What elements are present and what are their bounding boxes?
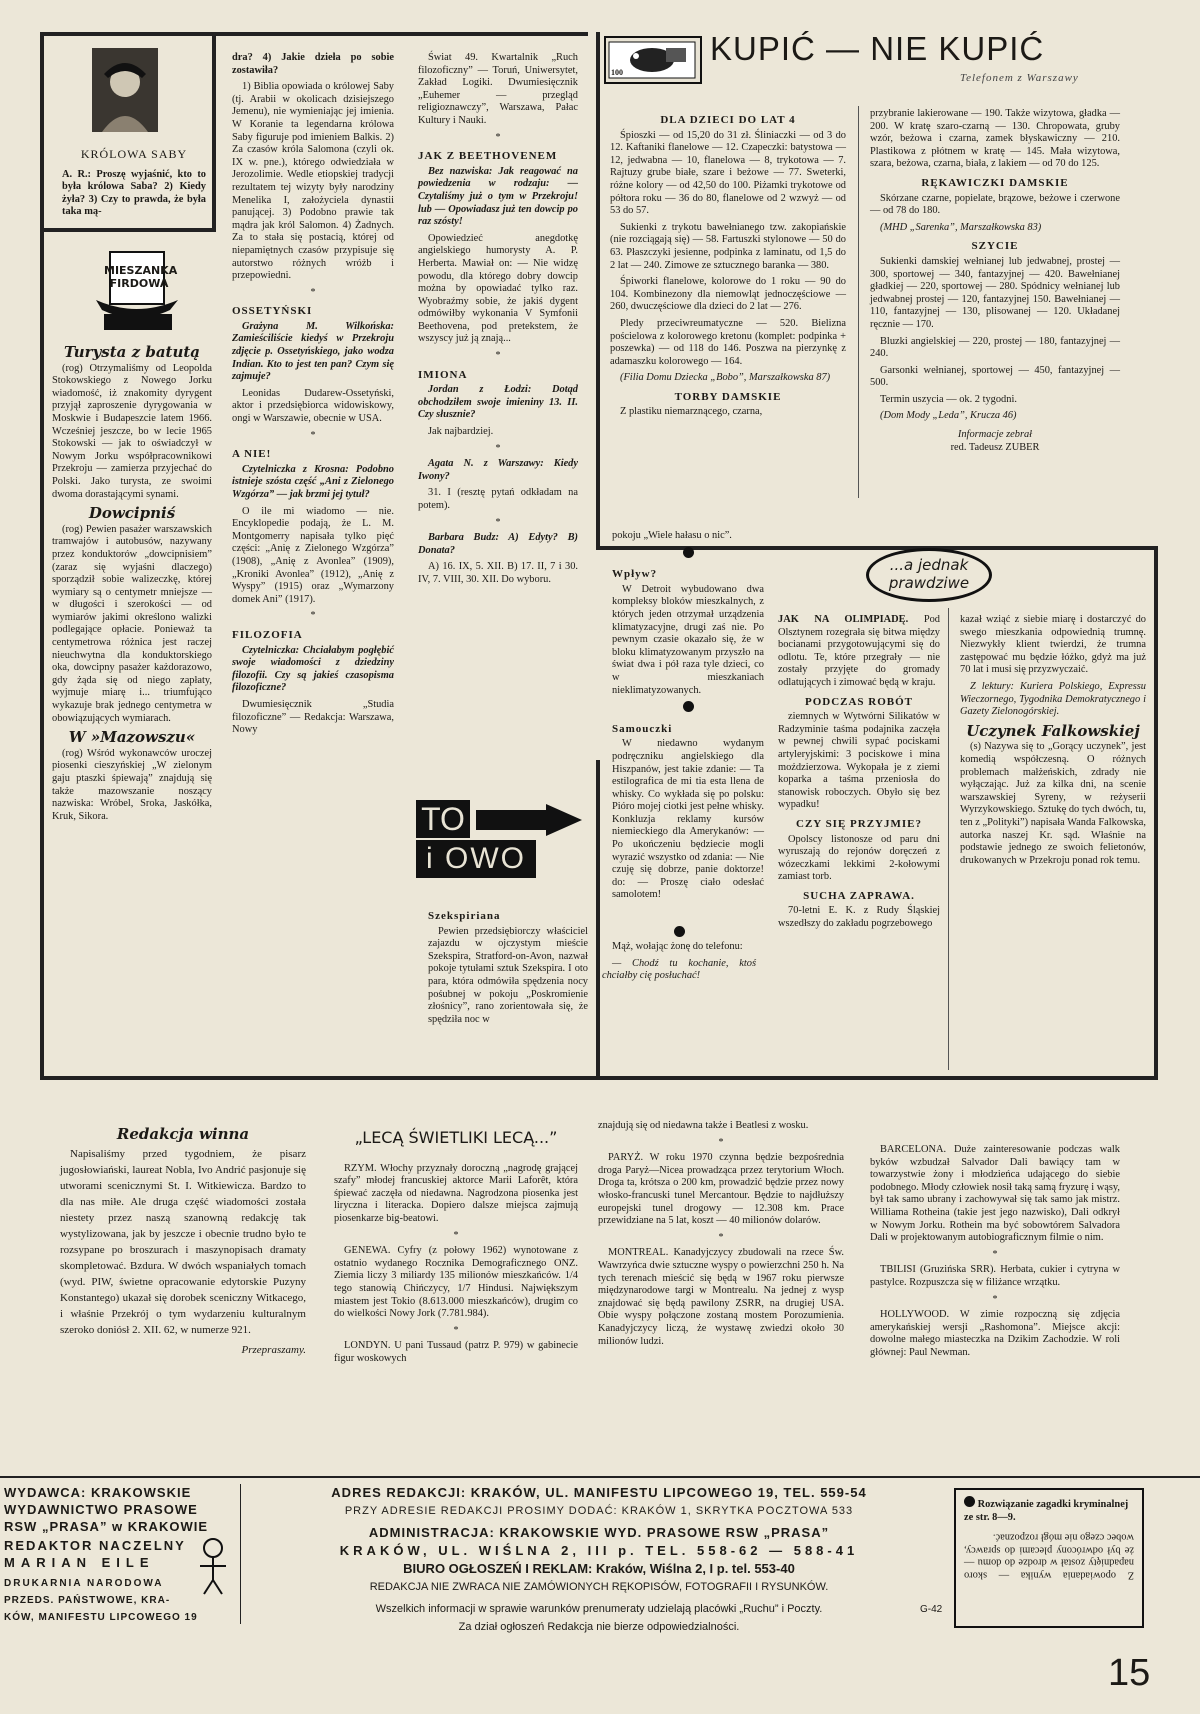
to-label: TO [416,800,470,838]
col8 [960,614,1146,871]
redakcja-winna [60,1120,306,1358]
solution-answer: Z opowiadania wynika — skoro napadnięty został w drodze do domu — że był odwrócony plecami do sprawcy, wobec czego nie mógł rozpoznać. [964,1531,1134,1581]
divider [240,1484,241,1624]
col2-cont: dra? 4) Jakie dzieła po sobie zostawiła? [232,52,394,76]
text-dzieci-1: Śpioszki — od 15,20 do 31 zł. Śliniaczki — od 3 do 12. Kaftaniki flanelowe — 12. Czapeczki: batystowa — 12, jedwabna — 10, flanelowa — 8, trykotowa — 7. Rajtuzy grube białe, szare i beżowe — 77. Sweterki, różne kolory — od 42,50 do 100. Piżamki trykotowe od półtora roku — 36 do 80, flanelowe od 2 wzwyż — od 53 do 57. [610,129,846,217]
star: * [453,1229,459,1241]
header-subtitle: Telefonem z Warszawy [960,72,1079,84]
credit-line-1: Informacje zebrał [957,429,1033,441]
star: * [495,442,501,454]
solution-text: Rozwiązanie zagadki kryminalnej ze str. 8—9. [964,1499,1129,1523]
text-genewa: GENEWA. Cyfry (z połowy 1962) wynotowane z ostatnio wydanego Rocznika Demograficznego ONZ. Ziemia liczy 3 miliardy 135 milionów mieszkańców. 1/4 tego stanowią Chińczycy, 1/7 Hindusi. Największym miastem jest Tokio (8.613.000 mieszkańców), drugim co do wielkości Nowy Jork (7.781.984). [334,1245,578,1320]
col1-top [62,142,206,223]
star: * [718,1136,724,1148]
heading-szekspiriana: Szekspiriana [428,910,501,922]
frame-col1-under [44,228,216,232]
source-leda: (Dom Mody „Leda”, Krucza 46) [880,410,1017,422]
q-barbara: Barbara Budz: A) Edyty? B) Donata? [418,532,578,556]
a-beethoven: Opowiedzieć anegdotkę angielskiego humorysty A. P. Herberta. Mawiał on: — Nie widzę powodu, dla którego dobry dowcip można by opowiadać tylko raz. Wyobraźmy sobie, że jakiś dygent odmówiłby wykonania V Symfonii Beethovena, pod pretekstem, że wszyscy już ją znają... [418,232,578,345]
heading-olimpiada: JAK NA OLIMPIADĘ. [778,614,909,625]
frame-right [1154,550,1158,1080]
queen-saba-photo [92,48,158,132]
star: * [992,1248,998,1260]
publisher-line: RSW „PRASA” w KRAKOWIE [4,1519,208,1534]
text-londyn: LONDYN. U pani Tussaud (patrz P. 979) w gabinecie figur woskowych [334,1340,578,1364]
text-szycie-3: Garsonki wełnianej, sportowej — 450, fantazyjnej — 500. [870,364,1120,389]
text-hollywood: HOLLYWOOD. W zimie rozpoczną się zdjęcia amerykańskiej wersji „Rashomona”. Miejsce akcji: dowolne małego miasteczka na Dzikim Zachodzie. W roli głównej: Paul Newman. [870,1309,1120,1358]
a-barbara: A) 16. IX, 5. XII. B) 17. II, 7 i 30. IV, 7. VIII, 30. XII. Do wyboru. [418,561,578,585]
q-beethoven: Bez nazwiska: Jak reagować na powiedzenia w rodzaju: — Czytaliśmy już o tym w Przekroju! lub — Opowiadasz już ten dowcip po raz szósty! [418,165,578,228]
source-sarenka: (MHD „Sarenka”, Marszałkowska 83) [880,221,1042,233]
frame-top [40,32,588,36]
mascot-icon [196,1536,230,1596]
address-line: ADRES REDAKCJI: KRAKÓW, UL. MANIFESTU LIPCOWEGO 19, TEL. 559-54 [331,1485,867,1500]
ads-line: BIURO OGŁOSZEŃ I REKLAM: Kraków, Wiślna 2, I p. tel. 553-40 [403,1561,795,1576]
heading-beethoven: JAK Z BEETHOVENEM [418,150,558,163]
text-wplyw: W Detroit wybudowano dwa kompleksy bloków mieszkalnych, z których jeden otrzymał urządzenia klimatyzacyjne, drugi zaś nie. Po pewnym czasie okazało się, że w bloku klimatyzowanym przyszło na świat dwa i pół raza tyle dzieci, co w mieszkaniach nieklimatyzowanych. [612,583,764,696]
star: * [310,286,316,298]
text-maz: Mąż, wołając żonę do telefonu: [612,941,743,953]
printer-line: KÓW, MANIFESTU LIPCOWEGO 19 [4,1612,198,1623]
badge-line2: prawdziwe [888,574,970,592]
source-bobo: (Filia Domu Dziecka „Bobo”, Marszałkowska 87) [620,372,831,384]
solution-box [954,1488,1144,1628]
heading-leca: „LECĄ ŚWIETLIKI LECĄ...” [354,1128,558,1147]
text-torby-cont: przybranie lakierowane — 190. Także wizytowa, gładka — 200. W kratę szaro-czarną — 130. Chropowata, gruby wzór, beżowa i czarna, zamek błyskawiczny — 210. Plastikowa z płótnem w kratę — 145. Mała wizytowa, szara, beżowa, czarna, biała, z lakiem — od 70 do 125. [870,108,1120,170]
notice-line: Wszelkich informacji w sprawie warunków prenumeraty udzielają placówki „Ruchu” i Poczty. [375,1603,823,1615]
sign-przepraszamy: Przepraszamy. [241,1344,306,1356]
heading-anie: A NIE! [232,448,272,461]
star: * [495,131,501,143]
bottom-col2 [334,1120,578,1370]
toiowo-logo [416,800,596,880]
publisher-line: WYDAWCA: KRAKOWSKIE [4,1485,192,1500]
footer-rule [0,1476,1200,1478]
heading-samouczki: Samouczki [612,722,673,735]
text-turysta: (rog) Otrzymaliśmy od Leopolda Stokowskiego z Nowego Jorku wiadomość, iż znakomity dyrygent przyjął zaproszenie dyrygowania w Moskwie i Budapeszcie latem 1966. Wcześniej jeszcze, bo w lecie 1965 Stokowski — jak to oświadczył w Nowym Jorku współpracownikowi Przekroju — zamierza przyjechać do Polski. Jako turysta, ze swoimi dwoma dorastającymi synami. [52,362,212,500]
frame-left [40,32,44,1080]
col2-answer: 1) Biblia opowiada o królowej Saby (tj. Arabii w okolicach dzisiejszego Jemenu), nie wymieniając jej imienia. W Koranie ta legendarna królowa Saby figuruje pod imieniem Balkis. 2) Za czasów króla Salomona (czyli ok. IX w. pne.), którego odwiedziała w Jerozolimie. Wedle etiopskiej tradycji rezultatem tej wizyty były narodziny Menelika I, założyciela dynastii panującej. 3) Podobno prawie tak mądra jak król Salomon. 4) Żadnych. Za to stała się postacią, której od niepamiętnych czasów przypisuje się autorstwo różnych wróżb i przepowiedni. [232,81,394,282]
col6 [612,530,764,906]
a-agata: 31. I (resztę pytań odkładam na potem). [418,487,578,511]
text-montreal: MONTREAL. Kanadyjczycy zbudowali na rzece Św. Wawrzyńca dwie sztuczne wyspy o powierzchni 250 h. Na tych terenach mieścić się będą w 1967 roku pierwsze międzynarodowe targi w Montrealu. Na jednej z wysp znajdować się będą pawilony ZSRR, na drugiej USA. Obie wyspy połączone zostaną mostem Porozumienia. Kanadyjczycy liczą, że wystawę zwiedzi około 30 milionów ludzi. [598,1247,844,1347]
star: * [495,350,501,362]
text-dzieci-3: Śpiworki flanelowe, kolorowe do 1 roku — 90 do 104. Kombinezony dla niemowląt jednoczęściowe — 260, dwuczęściowe dla dzieci do 2 lat — 276. [610,276,846,313]
credit-line-2: red. Tadeusz ZUBER [950,441,1040,453]
heading-dowcipnis: Dowcipniś [88,504,176,523]
heading-ossetynski: OSSETYŃSKI [232,305,313,318]
q-filozofia: Czytelniczka: Chciałabym pogłębić swoje wiadomości z dziedziny filozofii. Czy są jakieś czasopisma filozoficzne? [232,644,394,694]
text-rekawiczki: Skórzane czarne, popielate, brązowe, beżowe i czerwone — od 78 do 180. [870,192,1120,217]
solution-title [964,1496,1134,1524]
text-lektura: Z lektury: Kuriera Polskiego, Expressu Wieczornego, Tygodnika Demokratycznego i Gazety Zielonogórskiej. [960,680,1146,718]
q-jordan: Jordan z Łodzi: Dotąd obchodziłem swoje imieniny 13. II. Czy słusznie? [418,384,578,421]
heading-filozofia: FILOZOFIA [232,628,303,641]
text-szycie-4: Termin uszycia — ok. 2 tygodni. [880,393,1017,405]
a-filozofia: Dwumiesięcznik „Studia filozoficzne” — Redakcja: Warszawa, Nowy [232,698,394,736]
text-olimpiada [778,614,940,690]
heading-przyjmie: CZY SIĘ PRZYJMIE? [796,817,922,830]
divider [858,106,859,498]
text-barcelona: BARCELONA. Duże zainteresowanie podczas walk byków wzbudzał Salvador Dali bawiący tam w towarzystwie żony i młodzieńca udającego do siebie podobnego. Młody człowiek nosił taką samą fryzurę i wąsy, był tak samo ubrany i zachowywał się tak samo jak mistrz. Williama Rotheina (takie jest jego nazwisko), Dali odkrył w Nowym Jorku. Rothein ma być sobowtórem Salvadora Dali w projektowanym autobiograficznym filmie o nim. [870,1144,1120,1244]
header-title: KUPIĆ — NIE KUPIĆ [710,30,1045,67]
admin-line: KRAKÓW, UL. WIŚLNA 2, III p. TEL. 558-62 — 588-41 [339,1543,859,1558]
portrait-icon [92,48,158,132]
q-ossetynski: Grażyna M. Wilkońska: Zamieściliście kiedyś w Przekroju zdjęcie p. Ossetyńskiego, jako wodza Indian. Kto to jest ten pan? Czym się zajmuje? [232,320,394,383]
notice-line: REDAKCJA NIE ZWRACA NIE ZAMÓWIONYCH RĘKOPISÓW, FOTOGRAFII I RYSUNKÓW. [369,1581,829,1593]
logo-number: 100 [611,68,623,77]
text-przyjmie: Opolscy listonosze od paru dni wyruszają do rejonów doręczeń z wózeczkami lekkimi 2-kołowymi zamiast torb. [778,833,940,883]
col1-question: A. R.: Proszę wyjaśnić, kto to była królowa Saba? 2) Kiedy żyła? 3) Czy to prawda, że była taka mą- [62,168,206,218]
col4 [610,108,846,423]
text-redakcja: Napisaliśmy przed tygodniem, że pisarz jugosłowiański, laureat Nobla, Ivo Andrić pasjonuje się utworami scenicznymi St. I. Witkiewicza. Bardzo to dla nas miłe. Ale druga część wiadomości została niestety przez naszą szanowną redakcję tak wystylizowana, jak by jeszcze i obecnie trudno było te rozsypane po broszurach i maszynopisach dramaty skompletować. Bzdura. W dwóch wspaniałych tomach (wyd. PIW, świetne opracowanie edytorskie Puzyny Konstantego) ukazał się dorobek sceniczny Witkacego, i właśnie Przekrój o tym wydarzeniu kulturalnym szeroko doniósł 2. XII. 62, w numerze 921. [60,1148,306,1336]
star: * [453,1324,459,1336]
toiowo-cont: pokoju „Wiele hałasu o nic”. [612,530,732,541]
heading-wplyw: Wpływ? [612,568,658,581]
col5 [870,108,1120,454]
a-ossetynski: Leonidas Dudarew-Ossetyński, aktor i przedsiębiorca widowiskowy, ongi w Warszawie, obecnie w USA. [232,387,394,425]
heading-imiona: IMIONA [418,368,468,381]
publisher-line: WYDAWNICTWO PRASOWE [4,1502,198,1517]
text-dzieci-4: Pledy przeciwreumatyczne — 520. Bielizna pościelowa z kolorowego kretonu (komplet: podpinka + poszewka) — od 118 do 146. Poszwa na pierzynkę z adamaszku kolorowego — 164. [610,317,846,367]
star: * [992,1293,998,1305]
iowo-label: i OWO [416,840,536,878]
col7 [778,614,940,935]
text-zaprawa: 70-letni E. K. z Rudy Śląskiej wszedłszy do zakładu pogrzebowego [778,905,940,930]
text-londyn-cont: znajdują się od niedawna także i Beatlesi z wosku. [598,1120,809,1131]
address-line: PRZY ADRESIE REDAKCJI PROSIMY DODAĆ: KRAKÓW 1, SKRYTKA POCZTOWA 533 [344,1505,854,1517]
bottom-col4 [870,1144,1120,1364]
editor-line: REDAKTOR NACZELNY [4,1538,186,1553]
divider [948,608,949,1070]
q-agata: Agata N. z Warszawy: Kiedy Iwony? [418,458,578,482]
pointing-hand-icon [476,800,586,840]
text-mazowsze: (rog) Wśród wykonawców uroczej piosenki cieszyńskiej „W zielonym gaju ptaszki śpiewają” znajdują się także mazowszanie noszący nazwiska: Wróbel, Sroka, Jaskółka, Kruk, Sikora. [52,747,212,822]
text-szekspiriana: Pewien przedsiębiorczy właściciel zajazdu w ojczystym mieście Szekspira, Stratford-on-Avon, nazwał pokoje tytułami sztuk Szekspira. I oto para, która odmówiła spędzenia nocy pośubnej w pokoju „Poskromienie złośnicy”, rano zorientowała się, że spędziła noc w [428,925,588,1025]
heading-dzieci: DLA DZIECI DO LAT 4 [660,114,796,126]
bottom-col3 [598,1120,844,1352]
col1-body [52,340,212,827]
heading-redakcja: Redakcja winna [116,1125,250,1143]
heading-turysta: Turysta z batutą [63,343,201,361]
frame-inner-v [596,32,600,550]
col3-cont: Świat 49. Kwartalnik „Ruch filozoficzny” — Toruń, Uniwersytet, Zakład Logiki. Dwumiesięcznik „Euhemer — przegląd religioznawczy”, Warszawa, Pałac Kultury i Nauki. [418,52,578,126]
text-szycie-2: Bluzki angielskiej — 220, prostej — 180, fantazyjnej — 240. [870,335,1120,360]
text-falkowska: (s) Nazywa się to „Gorący uczynek”, jest komedią współczesną. O różnych problemach małżeńskich, zdrady nie wyłączając. Już za kilka dni, na scenie warszawskiej Syreny, w reżyserii Wyrzykowskiego. Sztukę do tych dwóch, tu, ten z „Polityki”) napisała Wanda Falkowska, autorka naszej Kr. sąd. Właśnie na podstawie jednego ze swoich felietonów, drukowanych w Przekroju ponad rok temu. [960,741,1146,866]
heading-szycie: SZYCIE [971,240,1019,253]
col-szeksp [428,904,756,1030]
a-anie: O ile mi wiadomo — nie. Encyklopedie podają, że L. M. Montgomerry napisała tylko pięć części: „Anię z Zielonego Wzgórza” (1908), „Anię z Avonlea” (1909), „Kroniki Avonlea” (1912), „Anię z Wyspy” (1915) oraz „Wymarzony domek Ani” (1917). [232,505,394,605]
text-maz-quote: — Chodź tu kochanie, ktoś chciałby cię posłuchać! [602,957,756,982]
star: * [310,429,316,441]
heading-falkowska: Uczynek Falkowskiej [966,721,1140,740]
bullet-icon [683,701,694,712]
q-anie: Czytelniczka z Krosna: Podobno istnieje szósta część „Ani z Zielonego Wzgórza” — jak brzmi jej tytuł? [232,463,394,500]
badge-line1: ...a jednak [889,556,969,574]
address-block [254,1484,944,1636]
text-tbilisi: TBILISI (Gruzińska SRR). Herbata, cukier i cytryna w pastylce. Rozpuszcza się w filiżance wrzątku. [870,1264,1120,1288]
text-trumna: kazał wziąć z siebie miarę i dostarczyć do swego mieszkania odpowiednią trumnę. Niezwykły klient twierdzi, że trumna zastępować mu będzie łóżko, gdyż ma już 70 lat i musi się przyzwyczaić. [960,614,1146,676]
page-number: 15 [1108,1652,1151,1694]
text-samouczki: W niedawno wydanym podręczniku angielskiego dla Hiszpanów, jest takie zdanie: — Ta estilografica de mi tia esta llena de whisky. Co wykłada się po polsku: Pióro mojej ciotki jest pełne whisky. Konkluzja reklamy kursów niemieckiego dla Amerykanów: — Po ukończeniu będziecie mogli wyrazić wszystko od zdania: — Nie czuję się dobrze, panie doktorze! do: — Proszę ciało odesłać samolotem! [612,738,764,901]
text-paryz: PARYŻ. W roku 1970 czynna będzie bezpośrednia droga Paryż—Nicea prowadząca przez terytorium Włoch. Droga ta, krótsza o 200 km, prowadzić będzie przez nowy włosko-francuski tunel Mercantour. Będzie to najdłuższy europejski tunel drogowy — 12.308 km. Prace przewidziane na 5 lat, koszt — 40 milionów dolarów. [598,1152,844,1227]
mieszanka-logo [86,240,186,332]
mieszanka-text: MIESZANKA FIRDOWA [104,264,178,290]
text-robot: ziemnych w Wytwórni Silikatów w Radzyminie taśma podajnika zaczęła w pewnej chwili sypać pociskami artyleryjskimi: 3 pociskowe i mina moździerzowa. Wykopała je z ziemi koparka a taśma przeniosła do stanowisk roboczych. Obyło się bez wypadku! [778,711,940,811]
text-dzieci-2: Sukienki z trykotu bawełnianego tzw. zakopiańskie (nie rozciągają się) — 58. Fartuszki stylonowe — 50 do 63. Płaszczyki jesienne, podpinka z laminatu, od 1,5 do 2 lat — 240. Zimowe ze sztucznego baranka — 380. [610,221,846,271]
heading-torby: TORBY DAMSKIE [674,390,782,403]
text-szycie-1: Sukienki damskiej wełnianej lub jedwabnej, prostej — 300, sportowej — 340, fantazyjnej — 420. Bawełnianej gładkiej — 220, sportowej — 280. Spódnicy wełnianej lub jedwabnej prostej — 120, fantazyjnej 150. Bawełnianej — 110, fantazyjnej — 130, plisowanej — 120. Układanej ręcznie — 170. [870,255,1120,330]
header-logo [604,36,702,84]
text-rzym: RZYM. Włochy przyznały doroczną „nagrodę grającej szafy” młodej francuskiej aktorce Marii Laforêt, która śpiewać zaczęła od niedawna. Nagrodzona piosenka jest liryczna i literacka. Dopiero dalsze miejsca zajmują piosenkarze big-beatowi. [334,1162,578,1224]
bullet-icon [964,1496,975,1507]
caption-krolowa: KRÓLOWA SABY [80,147,188,161]
body-olimpiada: Pod Olsztynem rozegrała się bitwa między bocianami przygotowującymi się do odlotu. Te, które przegrały — nie zostały przyjęte do gromady odlatujących i zimować będą w kraju. [778,614,940,688]
badge-prawdziwe [866,548,992,602]
bullet-icon [674,926,685,937]
text-dowcipnis: (rog) Pewien pasażer warszawskich tramwajów i autobusów, nazywany przez konduktorów „dowcipnisiem” (zaraz się wyjaśni dlaczego) sporządził sobie walizeczkę, której wymiary są o centymetr mniejsze — w długości i szerokości — od wymiarów jakimi określono walizki podlegające opłacie. Ponieważ ta centymetrowa różnica jest raczej nieuchwytna dla konduktorskiego oka, dowcipny pasażer każdorazowo, gdy żąda się od niego zapłaty, wyjmuje miarę i... triumfująco wykazuje brak jednego centymetra w obowiązujących wymiarach. [52,523,212,724]
heading-zaprawa: SUCHA ZAPRAWA. [803,889,915,902]
heading-mazowsze: W »Mazowszu« [68,728,196,747]
editor-name: MARIAN EILE [4,1555,155,1570]
printer-line: DRUKARNIA NARODOWA [4,1578,164,1589]
printer-line: PRZEDS. PAŃSTWOWE, KRA- [4,1595,171,1606]
col3 [418,52,578,591]
star: * [718,1231,724,1243]
heading-rekawiczki: RĘKAWICZKI DAMSKIE [921,176,1069,189]
col2 [232,52,394,741]
print-code: G-42 [920,1604,943,1615]
heading-robot: PODCZAS ROBÓT [804,695,914,708]
notice-line: Za dział ogłoszeń Redakcja nie bierze odpowiedzialności. [458,1621,740,1633]
star: * [495,516,501,528]
admin-line: ADMINISTRACJA: KRAKOWSKIE WYD. PRASOWE RSW „PRASA” [368,1525,830,1540]
star: * [310,610,316,622]
text-torby: Z plastiku niemarznącego, czarna, [620,406,763,418]
a-jordan: Jak najbardziej. [428,426,494,438]
bullet-icon [683,547,694,558]
frame-col1-right [212,32,216,232]
